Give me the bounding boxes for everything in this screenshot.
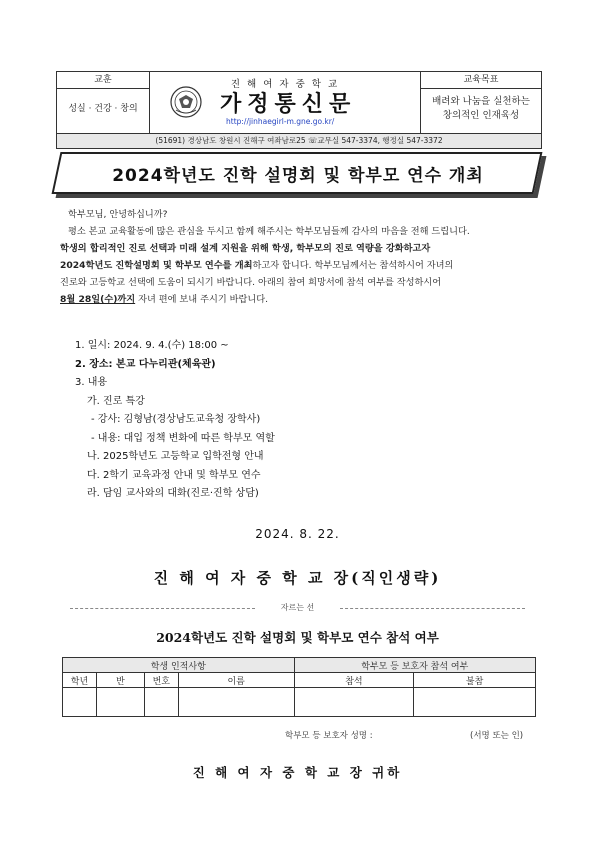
cut-label: 자르는 선	[280, 603, 315, 612]
body-text	[60, 206, 540, 308]
grade-field[interactable]	[63, 688, 97, 717]
goal-caption: 교육목표	[421, 72, 541, 89]
detail-location: 2. 장소: 본교 다누리관(체육관)	[75, 358, 216, 370]
detail-item-d: 라. 담임 교사와의 대화(진로·진학 상담)	[87, 488, 259, 499]
title-banner	[56, 152, 540, 196]
detail-item-c: 다. 2학기 교육과정 안내 및 학부모 연수	[87, 469, 261, 481]
school-url[interactable]: http://jinhaegirl-m.gne.go.kr/	[226, 117, 335, 126]
document-title: 2024학년도 진학 설명회 및 학부모 연수 개최	[112, 166, 484, 186]
deadline: 8월 28일(수)까지	[60, 294, 136, 305]
purpose-bold-2: 2024학년도 진학설명회 및 학부모 연수를 개최	[60, 260, 253, 271]
motto-caption: 교훈	[57, 72, 149, 89]
issue-date: 2024. 8. 22.	[255, 527, 340, 541]
school-emblem-icon	[170, 86, 202, 118]
guardian-attendance-header: 학부모 등 보호자 참석 여부	[294, 658, 535, 673]
absent-field[interactable]	[414, 688, 536, 717]
col-absent: 불참	[414, 673, 536, 688]
goal-line-2: 창의적인 인재육성	[442, 110, 520, 121]
name-field[interactable]	[178, 688, 294, 717]
school-address: (51691) 경상남도 창원시 진해구 여좌남로25 ☏교무실 547-3374, 행정실 547-3372	[56, 133, 542, 149]
newsletter-title: 가정통신문	[220, 91, 357, 117]
student-info-header: 학생 인적사항	[63, 658, 295, 673]
guardian-name-label: 학부모 등 보호자 성명 :	[285, 731, 373, 741]
principal-signature: 진 해 여 자 중 학 교 장(직인생략)	[153, 569, 442, 587]
form-title: 2024학년도 진학 설명회 및 학부모 연수 참석 여부	[156, 630, 439, 645]
detail-item-b: 나. 2025학년도 고등학교 입학전형 안내	[87, 451, 264, 462]
closing-addressee: 진 해 여 자 중 학 교 장 귀하	[192, 765, 403, 780]
purpose-rest-1: 하고자 합니다. 학부모님께서는 참석하시어 자녀의	[252, 260, 454, 271]
sign-method: (서명 또는 인)	[470, 731, 524, 741]
detail-topic: - 내용: 대입 정책 변화에 따른 학부모 역할	[91, 432, 275, 444]
motto-cell	[57, 72, 150, 134]
masthead-cell	[150, 72, 420, 134]
purpose-paragraph	[60, 240, 540, 308]
detail-datetime: 1. 일시: 2024. 9. 4.(수) 18:00 ~	[75, 340, 229, 351]
attendance-table	[62, 657, 536, 717]
col-number: 번호	[144, 673, 178, 688]
cut-line	[70, 602, 525, 614]
col-attend: 참석	[294, 673, 414, 688]
purpose-bold-1: 학생의 합리적인 진로 선택과 미래 설계 지원을 위해 학생, 학부모의 진로 역량을 강화하고자	[60, 243, 431, 254]
school-motto: 성실 · 건강 · 창의	[68, 104, 138, 114]
thanks-paragraph: 평소 본교 교육활동에 많은 관심을 두시고 함께 해주시는 학부모님들께 감사의 마음을 전해 드립니다.	[68, 226, 470, 237]
detail-content-heading: 3. 내용	[75, 377, 108, 388]
purpose-rest-3: 자녀 편에 보내 주시기 바랍니다.	[135, 294, 269, 305]
col-name: 이름	[178, 673, 294, 688]
class-field[interactable]	[96, 688, 144, 717]
greeting: 학부모님, 안녕하십니까?	[68, 209, 168, 220]
col-grade: 학년	[63, 673, 97, 688]
purpose-rest-2: 진로와 고등학교 선택에 도움이 되시기 바랍니다. 아래의 참여 희망서에 참석 여부를 작성하시어	[60, 277, 442, 288]
goal-cell	[420, 72, 541, 134]
header-table	[56, 71, 542, 134]
detail-speaker: - 강사: 김형남(경상남도교육청 장학사)	[91, 414, 261, 425]
number-field[interactable]	[144, 688, 178, 717]
attend-field[interactable]	[294, 688, 414, 717]
col-class: 반	[96, 673, 144, 688]
school-name: 진 해 여 자 중 학 교	[230, 79, 340, 90]
detail-item-a: 가. 진로 특강	[87, 395, 145, 407]
education-goal	[421, 95, 541, 123]
goal-line-1: 배려와 나눔을 실천하는	[432, 96, 530, 107]
event-details	[75, 337, 275, 504]
